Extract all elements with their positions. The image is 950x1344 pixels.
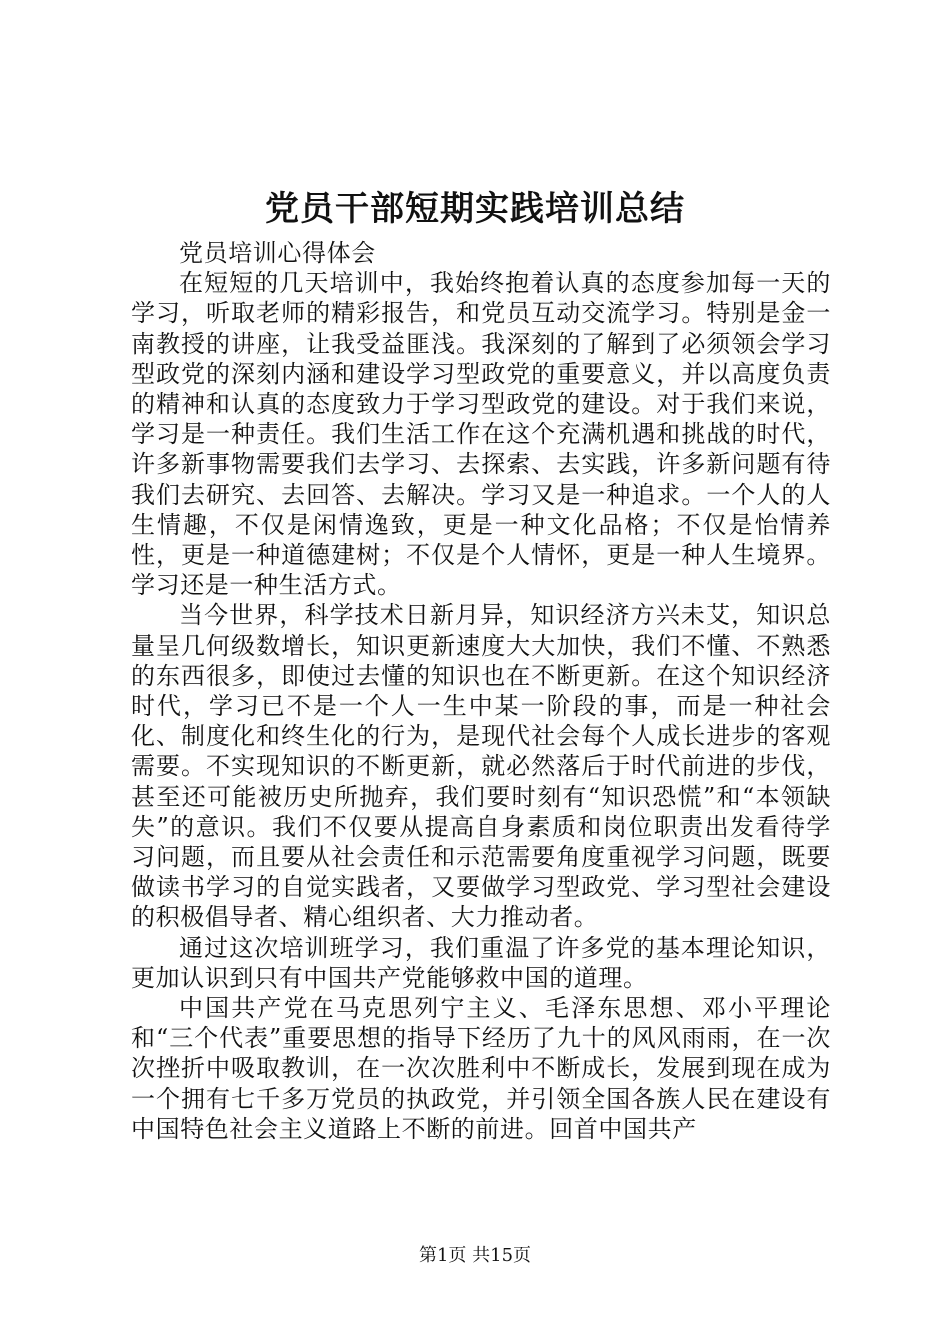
body-paragraph: 通过这次培训班学习，我们重温了许多党的基本理论知识，更加认识到只有中国共产党能够救中国的道理。 <box>131 933 831 992</box>
body-paragraph: 在短短的几天培训中，我始终抱着认真的态度参加每一天的学习，听取老师的精彩报告，和党员互动交流学习。特别是金一南教授的讲座，让我受益匪浅。我深刻的了解到了必须领会学习型政党的深刻内涵和建设学习型政党的重要意义，并以高度负责的精神和认真的态度致力于学习型政党的建设。对于我们来说，学习是一种责任。我们生活工作在这个充满机遇和挑战的时代，许多新事物需要我们去学习、去探索、去实践，许多新问题有待我们去研究、去回答、去解决。学习又是一种追求。一个人的人生情趣，不仅是闲情逸致，更是一种文化品格；不仅是怡情养性，更是一种道德建树；不仅是个人情怀，更是一种人生境界。学习还是一种生活方式。 <box>131 269 831 600</box>
document-title: 党员干部短期实践培训总结 <box>265 189 685 229</box>
body-paragraph: 当今世界，科学技术日新月异，知识经济方兴未艾，知识总量呈几何级数增长，知识更新速度大大加快，我们不懂、不熟悉的东西很多，即使过去懂的知识也在不断更新。在这个知识经济时代，学习已不是一个人一生中某一阶段的事，而是一种社会化、制度化和终生化的行为，是现代社会每个人成长进步的客观需要。不实现知识的不断更新，就必然落后于时代前进的步伐，甚至还可能被历史所抛弃，我们要时刻有“知识恐慌”和“本领缺失”的意识。我们不仅要从提高自身素质和岗位职责出发看待学习问题，而且要从社会责任和示范需要角度重视学习问题，既要做读书学习的自觉实践者，又要做学习型政党、学习型社会建设的积极倡导者、精心组织者、大力推动者。 <box>131 601 831 932</box>
body-paragraph: 中国共产党在马克思列宁主义、毛泽东思想、邓小平理论和“三个代表”重要思想的指导下经历了九十的风风雨雨，在一次次挫折中吸取教训，在一次次胜利中不断成长，发展到现在成为一个拥有七千多万党员的执政党，并引领全国各族人民在建设有中国特色社会主义道路上不断的前进。回首中国共产 <box>131 994 831 1143</box>
document-body <box>131 238 831 1144</box>
page-number-footer: 第1页 共15页 <box>418 1245 532 1266</box>
subtitle-paragraph: 党员培训心得体会 <box>179 239 376 267</box>
